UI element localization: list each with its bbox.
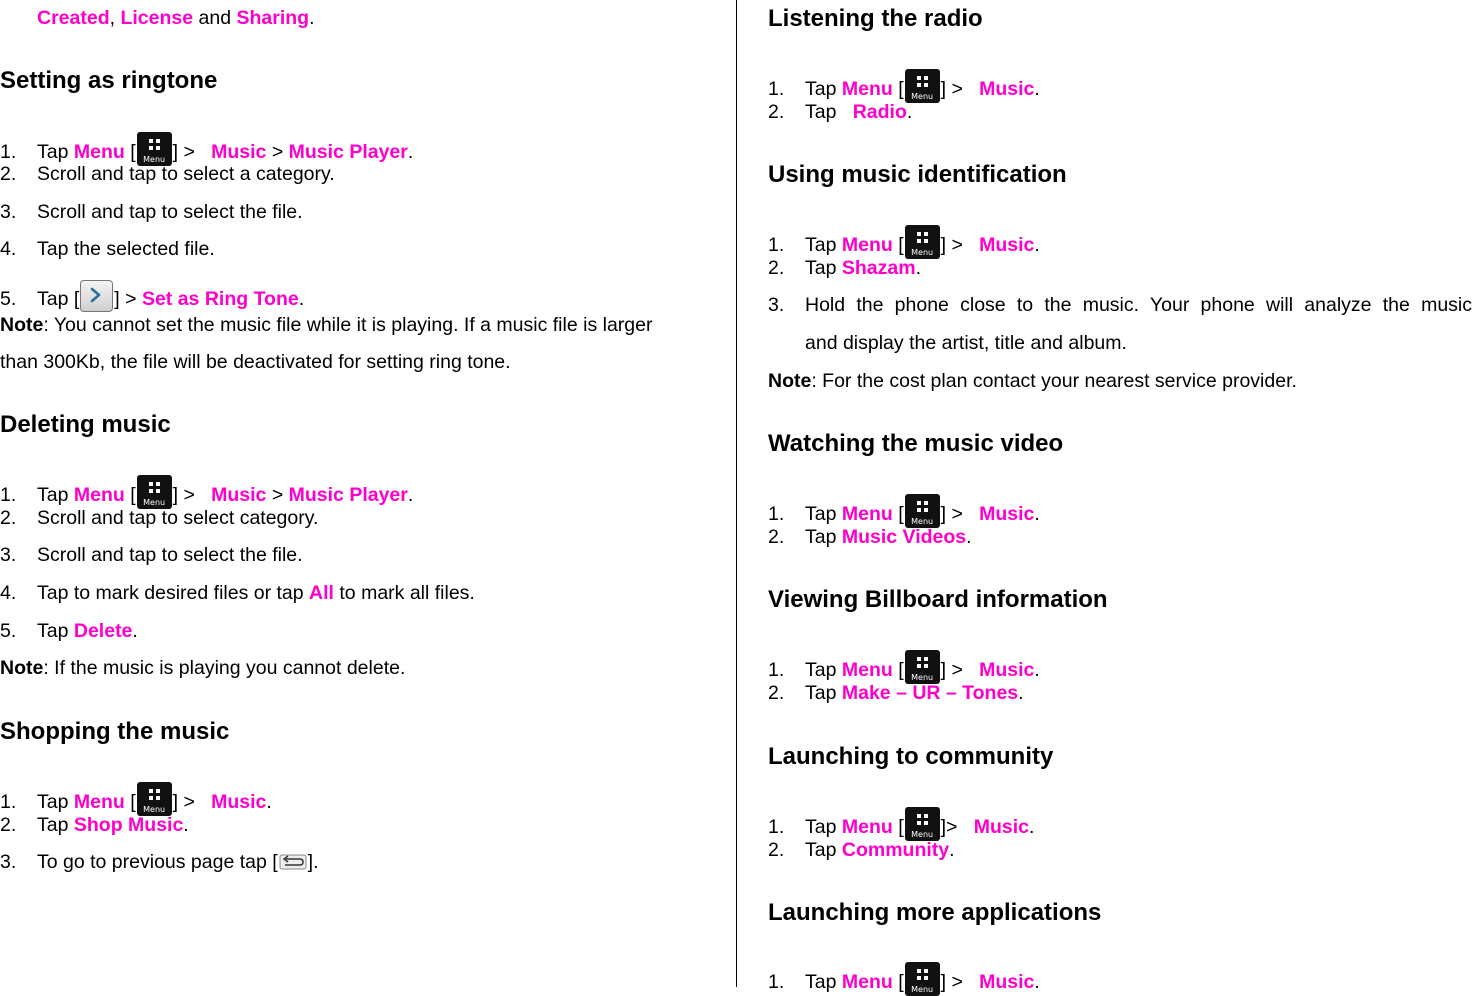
- keyword-license: License: [120, 7, 194, 29]
- video-step-2: 2. Tap Music Videos.: [768, 526, 972, 548]
- menu-keyword: Menu: [841, 503, 893, 525]
- intro-line: Created, License and Sharing.: [37, 7, 315, 29]
- heading-community: Launching to community: [768, 743, 1054, 770]
- keyword-sharing: Sharing: [236, 7, 310, 29]
- menu-icon: Menu: [905, 650, 940, 684]
- chevron-right-icon: [80, 280, 113, 312]
- menu-keyword: Menu: [841, 659, 893, 681]
- menu-keyword: Menu: [73, 141, 125, 163]
- note-label: Note: [0, 657, 44, 679]
- menu-icon: Menu: [905, 69, 940, 103]
- shopping-step-3: 3. To go to previous page tap [ ].: [0, 851, 319, 873]
- shopping-step-1: 1. Tap Menu [ Menu ] > Music.: [0, 782, 272, 816]
- note-label: Note: [768, 370, 812, 392]
- heading-billboard: Viewing Billboard information: [768, 586, 1108, 613]
- menu-icon: Menu: [137, 132, 172, 166]
- ringtone-note-line-2: than 300Kb, the file will be deactivated for setting ring tone.: [0, 351, 511, 373]
- deleting-note: Note: If the music is playing you cannot delete.: [0, 657, 406, 679]
- shopping-step-2: 2. Tap Shop Music.: [0, 814, 189, 836]
- shazam-keyword: Shazam: [841, 257, 916, 279]
- menu-icon: Menu: [137, 782, 172, 816]
- music-keyword: Music: [979, 503, 1035, 525]
- radio-step-2: 2. Tap Radio.: [768, 101, 913, 123]
- menu-icon: Menu: [905, 494, 940, 528]
- heading-setting-ringtone: Setting as ringtone: [0, 67, 218, 94]
- deleting-step-1: 1. Tap Menu [ Menu ] > Music > Music Player.: [0, 475, 413, 509]
- menu-keyword: Menu: [73, 791, 125, 813]
- music-keyword: Music: [979, 971, 1035, 993]
- deleting-step-2: 2. Scroll and tap to select category.: [0, 507, 319, 529]
- ringtone-step-2: 2. Scroll and tap to select a category.: [0, 163, 335, 185]
- identification-step-3-line-2: and display the artist, title and album.: [805, 332, 1127, 354]
- make-ur-tones-keyword: Make – UR – Tones: [841, 682, 1019, 704]
- ringtone-step-4: 4. Tap the selected file.: [0, 238, 215, 260]
- set-as-ringtone-keyword: Set as Ring Tone: [141, 288, 299, 310]
- more-step-1: 1. Tap Menu [ Menu ] > Music.: [768, 962, 1040, 996]
- note-label: Note: [0, 314, 44, 336]
- menu-icon: Menu: [905, 807, 940, 841]
- music-keyword: Music: [979, 78, 1035, 100]
- music-keyword: Music: [979, 234, 1035, 256]
- back-arrow-icon: [279, 854, 307, 870]
- community-keyword: Community: [841, 839, 950, 861]
- delete-keyword: Delete: [73, 620, 133, 642]
- billboard-step-1: 1. Tap Menu [ Menu ] > Music.: [768, 650, 1040, 684]
- heading-deleting-music: Deleting music: [0, 411, 171, 438]
- community-step-2: 2. Tap Community.: [768, 839, 955, 861]
- ringtone-note-line-1: Note: You cannot set the music file while it is playing. If a music file is larger: [0, 314, 653, 336]
- shop-music-keyword: Shop Music: [73, 814, 184, 836]
- menu-keyword: Menu: [841, 816, 893, 838]
- identification-step-1: 1. Tap Menu [ Menu ] > Music.: [768, 225, 1040, 259]
- all-keyword: All: [309, 582, 334, 604]
- menu-keyword: Menu: [841, 78, 893, 100]
- deleting-step-5: 5. Tap Delete.: [0, 620, 138, 642]
- music-player-keyword: Music Player: [288, 141, 408, 163]
- menu-icon: Menu: [137, 475, 172, 509]
- music-keyword: Music: [211, 141, 267, 163]
- radio-keyword: Radio: [852, 101, 907, 123]
- heading-music-identification: Using music identification: [768, 161, 1067, 188]
- menu-icon: Menu: [905, 962, 940, 996]
- video-step-1: 1. Tap Menu [ Menu ] > Music.: [768, 494, 1040, 528]
- music-keyword: Music: [211, 484, 267, 506]
- music-keyword: Music: [973, 816, 1029, 838]
- heading-music-video: Watching the music video: [768, 430, 1064, 457]
- menu-icon: Menu: [905, 225, 940, 259]
- identification-step-2: 2. Tap Shazam.: [768, 257, 921, 279]
- menu-keyword: Menu: [73, 484, 125, 506]
- identification-note: Note: For the cost plan contact your nearest service provider.: [768, 370, 1297, 392]
- heading-more-applications: Launching more applications: [768, 899, 1102, 926]
- community-step-1: 1. Tap Menu [ Menu ]> Music.: [768, 807, 1034, 841]
- music-keyword: Music: [979, 659, 1035, 681]
- ringtone-step-1: 1. Tap Menu [ Menu ] > Music > Music Player.: [0, 132, 413, 166]
- keyword-created: Created: [37, 7, 110, 29]
- music-videos-keyword: Music Videos: [841, 526, 967, 548]
- menu-keyword: Menu: [841, 234, 893, 256]
- ringtone-step-5: 5. Tap [ ] > Set as Ring Tone.: [0, 280, 304, 312]
- heading-listening-radio: Listening the radio: [768, 5, 983, 32]
- column-divider: [736, 0, 737, 987]
- deleting-step-4: 4. Tap to mark desired files or tap All to mark all files.: [0, 582, 475, 604]
- music-keyword: Music: [211, 791, 267, 813]
- radio-step-1: 1. Tap Menu [ Menu ] > Music.: [768, 69, 1040, 103]
- deleting-step-3: 3. Scroll and tap to select the file.: [0, 544, 303, 566]
- menu-keyword: Menu: [841, 971, 893, 993]
- music-player-keyword: Music Player: [288, 484, 408, 506]
- billboard-step-2: 2. Tap Make – UR – Tones.: [768, 682, 1024, 704]
- identification-step-3-line-1: 3. Hold the phone close to the music. Your phone will analyze the music: [768, 294, 1472, 316]
- heading-shopping-music: Shopping the music: [0, 718, 230, 745]
- ringtone-step-3: 3. Scroll and tap to select the file.: [0, 201, 303, 223]
